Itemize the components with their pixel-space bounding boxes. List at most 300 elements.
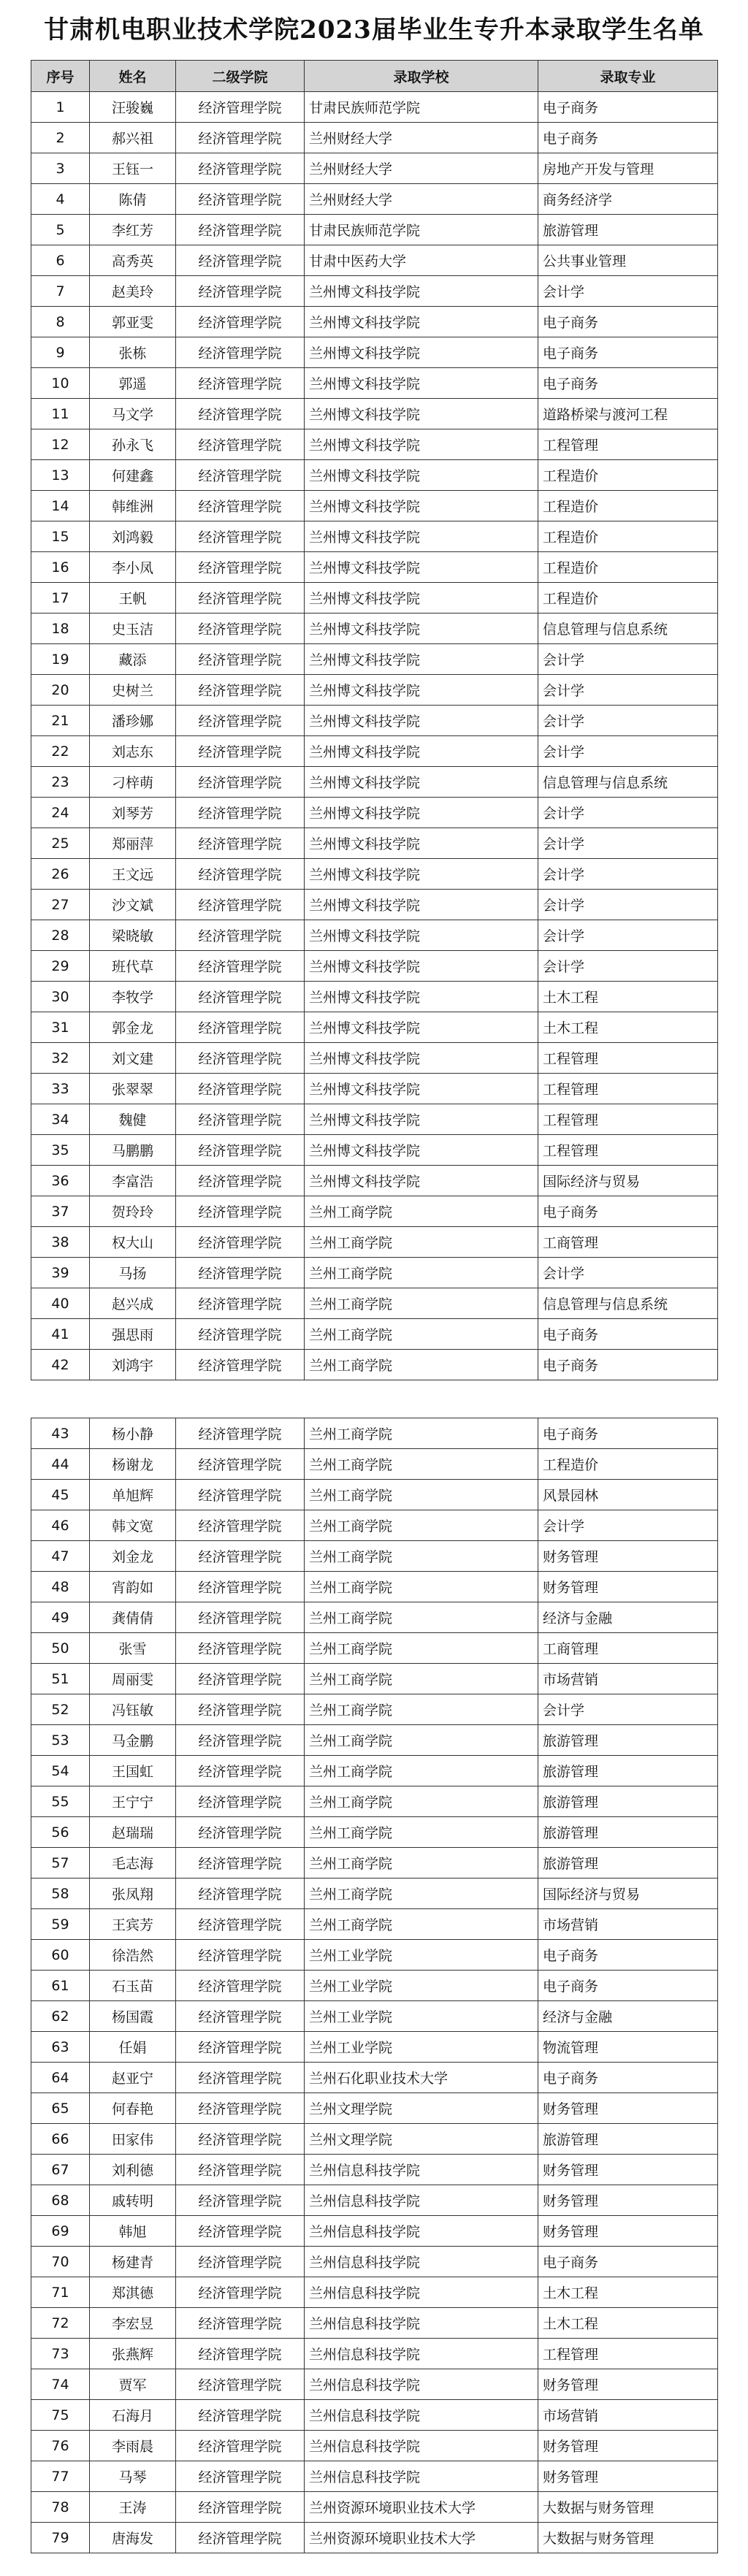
student-name: 韩文宽 bbox=[90, 1510, 176, 1541]
table-row bbox=[31, 1940, 718, 1971]
student-name: 田家伟 bbox=[90, 2124, 176, 2155]
row-index: 53 bbox=[31, 1725, 90, 1756]
admitted-major: 电子商务 bbox=[538, 1350, 718, 1380]
admitted-major: 物流管理 bbox=[538, 2032, 718, 2063]
row-index: 63 bbox=[31, 2032, 90, 2063]
college-name: 经济管理学院 bbox=[176, 1971, 305, 2001]
admitted-school: 兰州信息科技学院 bbox=[305, 2461, 538, 2492]
admitted-school: 兰州工商学院 bbox=[305, 1817, 538, 1848]
admitted-school: 兰州财经大学 bbox=[305, 153, 538, 184]
table-row bbox=[31, 552, 718, 583]
admitted-major: 旅游管理 bbox=[538, 1756, 718, 1786]
student-name: 王涛 bbox=[90, 2492, 176, 2523]
college-name: 经济管理学院 bbox=[176, 2369, 305, 2400]
admitted-school: 兰州工商学院 bbox=[305, 1725, 538, 1756]
row-index: 46 bbox=[31, 1510, 90, 1541]
row-index: 25 bbox=[31, 828, 90, 859]
table-row bbox=[31, 1074, 718, 1104]
student-name: 李雨晨 bbox=[90, 2431, 176, 2461]
admitted-major: 工商管理 bbox=[538, 1633, 718, 1664]
row-index: 37 bbox=[31, 1196, 90, 1227]
admitted-school: 兰州博文科技学院 bbox=[305, 429, 538, 460]
row-index: 33 bbox=[31, 1074, 90, 1104]
admitted-major: 工程造价 bbox=[538, 552, 718, 583]
admitted-school: 兰州工商学院 bbox=[305, 1449, 538, 1480]
admitted-major: 电子商务 bbox=[538, 337, 718, 368]
admitted-school: 兰州博文科技学院 bbox=[305, 798, 538, 828]
admitted-school: 兰州博文科技学院 bbox=[305, 368, 538, 399]
table-row bbox=[31, 1319, 718, 1350]
table-row bbox=[31, 1756, 718, 1786]
row-index: 28 bbox=[31, 920, 90, 951]
admitted-major: 会计学 bbox=[538, 675, 718, 706]
admitted-major: 工程造价 bbox=[538, 1449, 718, 1480]
admitted-major: 财务管理 bbox=[538, 2093, 718, 2124]
row-index: 58 bbox=[31, 1879, 90, 1909]
college-name: 经济管理学院 bbox=[176, 368, 305, 399]
table-row bbox=[31, 1971, 718, 2001]
row-index: 47 bbox=[31, 1541, 90, 1572]
table-row bbox=[31, 460, 718, 491]
student-name: 藏添 bbox=[90, 644, 176, 675]
student-name: 刘鸿宇 bbox=[90, 1350, 176, 1380]
admitted-school: 兰州博文科技学院 bbox=[305, 460, 538, 491]
admitted-major: 财务管理 bbox=[538, 2461, 718, 2492]
row-index: 16 bbox=[31, 552, 90, 583]
admitted-school: 兰州工商学院 bbox=[305, 1694, 538, 1725]
admitted-major: 经济与金融 bbox=[538, 1602, 718, 1633]
row-index: 6 bbox=[31, 245, 90, 276]
admitted-major: 风景园林 bbox=[538, 1480, 718, 1510]
admitted-school: 兰州工业学院 bbox=[305, 1940, 538, 1971]
college-name: 经济管理学院 bbox=[176, 1258, 305, 1288]
row-index: 34 bbox=[31, 1104, 90, 1135]
admitted-major: 工程管理 bbox=[538, 1043, 718, 1074]
student-name: 贾军 bbox=[90, 2369, 176, 2400]
college-name: 经济管理学院 bbox=[176, 1848, 305, 1879]
row-index: 52 bbox=[31, 1694, 90, 1725]
admitted-major: 财务管理 bbox=[538, 2431, 718, 2461]
student-name: 赵亚宁 bbox=[90, 2063, 176, 2093]
student-name: 刘文建 bbox=[90, 1043, 176, 1074]
college-name: 经济管理学院 bbox=[176, 153, 305, 184]
student-name: 马扬 bbox=[90, 1258, 176, 1288]
student-name: 李红芳 bbox=[90, 215, 176, 245]
student-name: 马鹏鹏 bbox=[90, 1135, 176, 1166]
student-name: 马文学 bbox=[90, 399, 176, 429]
admitted-school: 兰州工商学院 bbox=[305, 1572, 538, 1602]
row-index: 57 bbox=[31, 1848, 90, 1879]
admitted-major: 国际经济与贸易 bbox=[538, 1879, 718, 1909]
admitted-major: 工商管理 bbox=[538, 1227, 718, 1258]
college-name: 经济管理学院 bbox=[176, 583, 305, 614]
student-name: 张翠翠 bbox=[90, 1074, 176, 1104]
college-name: 经济管理学院 bbox=[176, 184, 305, 215]
admitted-school: 兰州博文科技学院 bbox=[305, 828, 538, 859]
admitted-school: 兰州资源环境职业技术大学 bbox=[305, 2492, 538, 2523]
student-name: 杨国霞 bbox=[90, 2001, 176, 2032]
admitted-school: 兰州信息科技学院 bbox=[305, 2431, 538, 2461]
college-name: 经济管理学院 bbox=[176, 1012, 305, 1043]
row-index: 72 bbox=[31, 2308, 90, 2339]
admitted-school: 兰州博文科技学院 bbox=[305, 951, 538, 982]
table-row bbox=[31, 491, 718, 521]
row-index: 12 bbox=[31, 429, 90, 460]
student-name: 张栋 bbox=[90, 337, 176, 368]
college-name: 经济管理学院 bbox=[176, 1725, 305, 1756]
admitted-school: 兰州博文科技学院 bbox=[305, 399, 538, 429]
student-name: 马金鹏 bbox=[90, 1725, 176, 1756]
student-name: 李宏昱 bbox=[90, 2308, 176, 2339]
admitted-major: 电子商务 bbox=[538, 1940, 718, 1971]
college-name: 经济管理学院 bbox=[176, 1633, 305, 1664]
row-index: 39 bbox=[31, 1258, 90, 1288]
row-index: 36 bbox=[31, 1166, 90, 1196]
row-index: 59 bbox=[31, 1909, 90, 1940]
row-index: 31 bbox=[31, 1012, 90, 1043]
student-name: 戚转明 bbox=[90, 2185, 176, 2216]
table-row bbox=[31, 2124, 718, 2155]
student-name: 魏健 bbox=[90, 1104, 176, 1135]
student-name: 唐海发 bbox=[90, 2523, 176, 2553]
student-name: 王钰一 bbox=[90, 153, 176, 184]
table-row bbox=[31, 521, 718, 552]
admitted-school: 兰州博文科技学院 bbox=[305, 276, 538, 307]
admitted-major: 大数据与财务管理 bbox=[538, 2492, 718, 2523]
student-name: 郝兴祖 bbox=[90, 123, 176, 153]
admitted-major: 市场营销 bbox=[538, 1909, 718, 1940]
table-row bbox=[31, 1694, 718, 1725]
admitted-school: 兰州博文科技学院 bbox=[305, 337, 538, 368]
college-name: 经济管理学院 bbox=[176, 1940, 305, 1971]
student-name: 赵兴成 bbox=[90, 1288, 176, 1319]
college-name: 经济管理学院 bbox=[176, 491, 305, 521]
admitted-school: 兰州财经大学 bbox=[305, 123, 538, 153]
admitted-major: 财务管理 bbox=[538, 1572, 718, 1602]
table-row bbox=[31, 890, 718, 920]
admitted-major: 旅游管理 bbox=[538, 215, 718, 245]
college-name: 经济管理学院 bbox=[176, 429, 305, 460]
table-row bbox=[31, 1449, 718, 1480]
student-name: 刘利德 bbox=[90, 2155, 176, 2185]
student-name: 李富浩 bbox=[90, 1166, 176, 1196]
table-row bbox=[31, 1288, 718, 1319]
admitted-school: 兰州博文科技学院 bbox=[305, 675, 538, 706]
row-index: 51 bbox=[31, 1664, 90, 1694]
student-name: 李牧学 bbox=[90, 982, 176, 1012]
student-name: 宵韵如 bbox=[90, 1572, 176, 1602]
table-body-part2 bbox=[31, 1418, 718, 2553]
college-name: 经济管理学院 bbox=[176, 2032, 305, 2063]
admitted-major: 商务经济学 bbox=[538, 184, 718, 215]
admitted-major: 工程造价 bbox=[538, 583, 718, 614]
college-name: 经济管理学院 bbox=[176, 1135, 305, 1166]
table-row bbox=[31, 1135, 718, 1166]
table-row bbox=[31, 2523, 718, 2553]
college-name: 经济管理学院 bbox=[176, 1786, 305, 1817]
admitted-major: 工程管理 bbox=[538, 429, 718, 460]
admitted-school: 兰州博文科技学院 bbox=[305, 1074, 538, 1104]
admitted-major: 电子商务 bbox=[538, 1418, 718, 1449]
college-name: 经济管理学院 bbox=[176, 859, 305, 890]
table-row bbox=[31, 245, 718, 276]
admitted-major: 会计学 bbox=[538, 1258, 718, 1288]
admitted-major: 电子商务 bbox=[538, 92, 718, 123]
student-name: 权大山 bbox=[90, 1227, 176, 1258]
table-row bbox=[31, 1848, 718, 1879]
table-row bbox=[31, 1196, 718, 1227]
student-name: 徐浩然 bbox=[90, 1940, 176, 1971]
table-row bbox=[31, 1043, 718, 1074]
admitted-major: 市场营销 bbox=[538, 2400, 718, 2431]
admitted-major: 会计学 bbox=[538, 890, 718, 920]
college-name: 经济管理学院 bbox=[176, 1694, 305, 1725]
admitted-school: 兰州信息科技学院 bbox=[305, 2216, 538, 2247]
student-name: 韩旭 bbox=[90, 2216, 176, 2247]
student-name: 石玉苗 bbox=[90, 1971, 176, 2001]
row-index: 40 bbox=[31, 1288, 90, 1319]
student-name: 陈倩 bbox=[90, 184, 176, 215]
admitted-school: 兰州博文科技学院 bbox=[305, 1135, 538, 1166]
student-name: 王宾芳 bbox=[90, 1909, 176, 1940]
row-index: 26 bbox=[31, 859, 90, 890]
row-index: 79 bbox=[31, 2523, 90, 2553]
student-name: 郭亚雯 bbox=[90, 307, 176, 337]
table-row bbox=[31, 644, 718, 675]
header-school: 录取学校 bbox=[305, 61, 538, 92]
admitted-school: 兰州工商学院 bbox=[305, 1418, 538, 1449]
table-row bbox=[31, 1879, 718, 1909]
row-index: 54 bbox=[31, 1756, 90, 1786]
student-name: 刘金龙 bbox=[90, 1541, 176, 1572]
row-index: 18 bbox=[31, 614, 90, 644]
page-title: 甘肃机电职业技术学院2023届毕业生专升本录取学生名单 bbox=[44, 15, 704, 45]
row-index: 10 bbox=[31, 368, 90, 399]
table-row bbox=[31, 123, 718, 153]
admission-table-part2 bbox=[31, 1418, 718, 2553]
admitted-school: 兰州工业学院 bbox=[305, 1971, 538, 2001]
admitted-school: 兰州文理学院 bbox=[305, 2093, 538, 2124]
row-index: 76 bbox=[31, 2431, 90, 2461]
admitted-school: 兰州信息科技学院 bbox=[305, 2247, 538, 2277]
college-name: 经济管理学院 bbox=[176, 1227, 305, 1258]
admitted-major: 会计学 bbox=[538, 859, 718, 890]
student-name: 郑淇德 bbox=[90, 2277, 176, 2308]
admitted-major: 工程管理 bbox=[538, 2339, 718, 2369]
admitted-major: 工程管理 bbox=[538, 1135, 718, 1166]
student-name: 刘志东 bbox=[90, 736, 176, 767]
admitted-school: 兰州博文科技学院 bbox=[305, 890, 538, 920]
table-row bbox=[31, 828, 718, 859]
college-name: 经济管理学院 bbox=[176, 1909, 305, 1940]
admitted-major: 工程造价 bbox=[538, 491, 718, 521]
table-row bbox=[31, 1664, 718, 1694]
table-row bbox=[31, 736, 718, 767]
student-name: 潘珍娜 bbox=[90, 706, 176, 736]
admitted-major: 土木工程 bbox=[538, 2277, 718, 2308]
table-row bbox=[31, 1012, 718, 1043]
student-name: 何春艳 bbox=[90, 2093, 176, 2124]
student-name: 赵美玲 bbox=[90, 276, 176, 307]
row-index: 22 bbox=[31, 736, 90, 767]
table-row bbox=[31, 1572, 718, 1602]
admitted-major: 电子商务 bbox=[538, 2063, 718, 2093]
table-row bbox=[31, 2369, 718, 2400]
admitted-school: 兰州博文科技学院 bbox=[305, 1043, 538, 1074]
table-row bbox=[31, 675, 718, 706]
row-index: 77 bbox=[31, 2461, 90, 2492]
college-name: 经济管理学院 bbox=[176, 828, 305, 859]
college-name: 经济管理学院 bbox=[176, 706, 305, 736]
college-name: 经济管理学院 bbox=[176, 399, 305, 429]
row-index: 74 bbox=[31, 2369, 90, 2400]
row-index: 2 bbox=[31, 123, 90, 153]
admitted-major: 信息管理与信息系统 bbox=[538, 1288, 718, 1319]
admitted-school: 兰州信息科技学院 bbox=[305, 2185, 538, 2216]
college-name: 经济管理学院 bbox=[176, 1572, 305, 1602]
header-college: 二级学院 bbox=[176, 61, 305, 92]
admitted-major: 市场营销 bbox=[538, 1664, 718, 1694]
college-name: 经济管理学院 bbox=[176, 1756, 305, 1786]
admitted-school: 兰州博文科技学院 bbox=[305, 521, 538, 552]
admitted-school: 兰州工商学院 bbox=[305, 1510, 538, 1541]
student-name: 杨建青 bbox=[90, 2247, 176, 2277]
table-row bbox=[31, 1541, 718, 1572]
college-name: 经济管理学院 bbox=[176, 951, 305, 982]
table-row bbox=[31, 399, 718, 429]
table-row bbox=[31, 583, 718, 614]
table-row bbox=[31, 982, 718, 1012]
row-index: 3 bbox=[31, 153, 90, 184]
college-name: 经济管理学院 bbox=[176, 1319, 305, 1350]
college-name: 经济管理学院 bbox=[176, 521, 305, 552]
college-name: 经济管理学院 bbox=[176, 1510, 305, 1541]
student-name: 刘琴芳 bbox=[90, 798, 176, 828]
college-name: 经济管理学院 bbox=[176, 1166, 305, 1196]
student-name: 杨谢龙 bbox=[90, 1449, 176, 1480]
college-name: 经济管理学院 bbox=[176, 1074, 305, 1104]
table-row bbox=[31, 2339, 718, 2369]
row-index: 1 bbox=[31, 92, 90, 123]
student-name: 张凤翔 bbox=[90, 1879, 176, 1909]
college-name: 经济管理学院 bbox=[176, 215, 305, 245]
row-index: 64 bbox=[31, 2063, 90, 2093]
table-row bbox=[31, 2400, 718, 2431]
student-name: 郭金龙 bbox=[90, 1012, 176, 1043]
admitted-major: 会计学 bbox=[538, 951, 718, 982]
college-name: 经济管理学院 bbox=[176, 92, 305, 123]
row-index: 30 bbox=[31, 982, 90, 1012]
table-row bbox=[31, 1418, 718, 1449]
admitted-major: 电子商务 bbox=[538, 1319, 718, 1350]
admitted-major: 会计学 bbox=[538, 644, 718, 675]
row-index: 41 bbox=[31, 1319, 90, 1350]
row-index: 4 bbox=[31, 184, 90, 215]
admitted-school: 兰州博文科技学院 bbox=[305, 1104, 538, 1135]
row-index: 49 bbox=[31, 1602, 90, 1633]
college-name: 经济管理学院 bbox=[176, 1288, 305, 1319]
admitted-major: 财务管理 bbox=[538, 2155, 718, 2185]
row-index: 9 bbox=[31, 337, 90, 368]
row-index: 50 bbox=[31, 1633, 90, 1664]
table-row bbox=[31, 1602, 718, 1633]
admitted-school: 兰州博文科技学院 bbox=[305, 920, 538, 951]
admitted-school: 兰州工商学院 bbox=[305, 1196, 538, 1227]
header-index: 序号 bbox=[31, 61, 90, 92]
row-index: 65 bbox=[31, 2093, 90, 2124]
admitted-major: 工程管理 bbox=[538, 1104, 718, 1135]
row-index: 43 bbox=[31, 1418, 90, 1449]
admitted-major: 会计学 bbox=[538, 798, 718, 828]
student-name: 王帆 bbox=[90, 583, 176, 614]
student-name: 孙永飞 bbox=[90, 429, 176, 460]
admitted-major: 电子商务 bbox=[538, 1196, 718, 1227]
college-name: 经济管理学院 bbox=[176, 2185, 305, 2216]
admitted-major: 道路桥梁与渡河工程 bbox=[538, 399, 718, 429]
college-name: 经济管理学院 bbox=[176, 1817, 305, 1848]
college-name: 经济管理学院 bbox=[176, 1104, 305, 1135]
row-index: 27 bbox=[31, 890, 90, 920]
admitted-major: 会计学 bbox=[538, 828, 718, 859]
college-name: 经济管理学院 bbox=[176, 2155, 305, 2185]
college-name: 经济管理学院 bbox=[176, 552, 305, 583]
college-name: 经济管理学院 bbox=[176, 644, 305, 675]
row-index: 66 bbox=[31, 2124, 90, 2155]
student-name: 郭遥 bbox=[90, 368, 176, 399]
row-index: 69 bbox=[31, 2216, 90, 2247]
admitted-major: 土木工程 bbox=[538, 982, 718, 1012]
table-row bbox=[31, 1350, 718, 1380]
student-name: 毛志海 bbox=[90, 1848, 176, 1879]
student-name: 梁晓敏 bbox=[90, 920, 176, 951]
admitted-school: 兰州信息科技学院 bbox=[305, 2277, 538, 2308]
admitted-school: 兰州工业学院 bbox=[305, 2001, 538, 2032]
admitted-major: 财务管理 bbox=[538, 1541, 718, 1572]
admitted-school: 兰州博文科技学院 bbox=[305, 982, 538, 1012]
row-index: 75 bbox=[31, 2400, 90, 2431]
college-name: 经济管理学院 bbox=[176, 614, 305, 644]
row-index: 17 bbox=[31, 583, 90, 614]
table-row bbox=[31, 1480, 718, 1510]
row-index: 32 bbox=[31, 1043, 90, 1074]
row-index: 70 bbox=[31, 2247, 90, 2277]
admitted-school: 兰州博文科技学院 bbox=[305, 859, 538, 890]
table-row bbox=[31, 2461, 718, 2492]
admitted-school: 兰州博文科技学院 bbox=[305, 1166, 538, 1196]
admitted-major: 会计学 bbox=[538, 1694, 718, 1725]
admitted-major: 旅游管理 bbox=[538, 2124, 718, 2155]
admitted-major: 会计学 bbox=[538, 706, 718, 736]
row-index: 11 bbox=[31, 399, 90, 429]
college-name: 经济管理学院 bbox=[176, 2308, 305, 2339]
college-name: 经济管理学院 bbox=[176, 798, 305, 828]
student-name: 王宁宁 bbox=[90, 1786, 176, 1817]
admitted-major: 房地产开发与管理 bbox=[538, 153, 718, 184]
admitted-major: 土木工程 bbox=[538, 2308, 718, 2339]
row-index: 15 bbox=[31, 521, 90, 552]
admitted-major: 旅游管理 bbox=[538, 1786, 718, 1817]
table-row bbox=[31, 307, 718, 337]
table-row bbox=[31, 767, 718, 798]
student-name: 贺玲玲 bbox=[90, 1196, 176, 1227]
row-index: 78 bbox=[31, 2492, 90, 2523]
table-header-row bbox=[31, 61, 718, 92]
college-name: 经济管理学院 bbox=[176, 2461, 305, 2492]
admitted-major: 财务管理 bbox=[538, 2369, 718, 2400]
table-row bbox=[31, 92, 718, 123]
table-row bbox=[31, 1510, 718, 1541]
student-name: 杨小静 bbox=[90, 1418, 176, 1449]
